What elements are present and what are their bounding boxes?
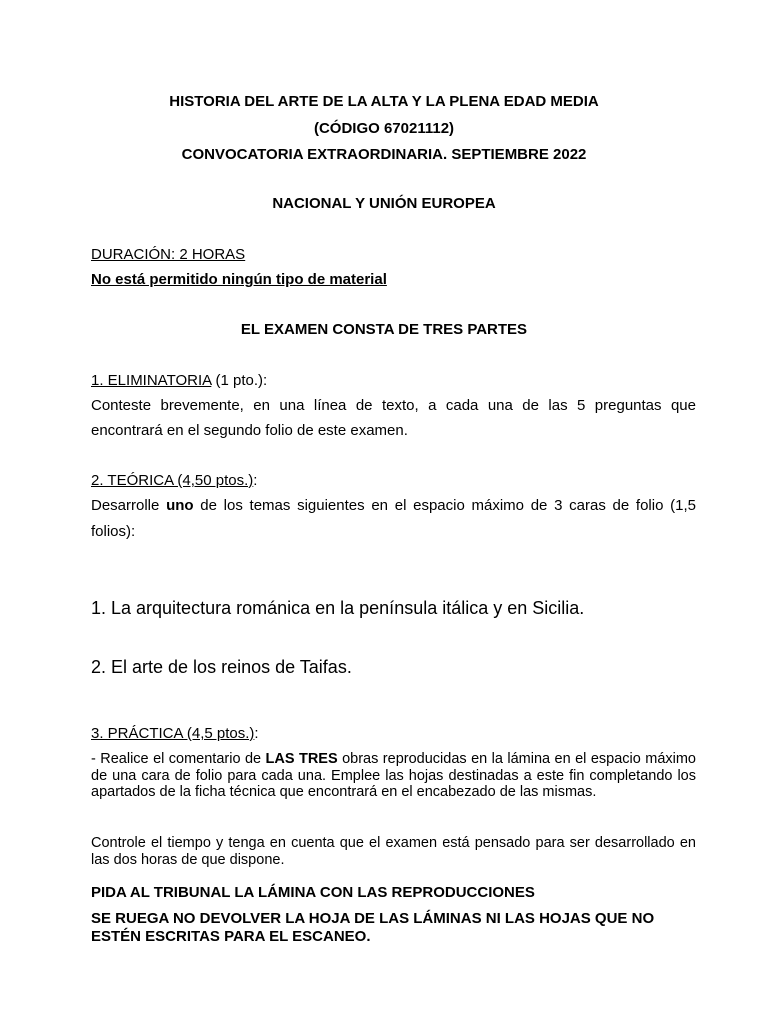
part3-paragraph-1 xyxy=(91,751,696,801)
part1-points: (1 pto.): xyxy=(211,372,268,389)
part3-heading-line xyxy=(91,725,259,743)
part2-text-line2: folios): xyxy=(91,523,136,540)
part3-text-pre: - Realice el comentario de xyxy=(91,751,266,767)
notice-do-not-return: SE RUEGA NO DEVOLVER LA HOJA DE LAS LÁMINAS NI LAS HOJAS QUE NO ESTÉN ESCRITAS PARA EL ESCANEO. xyxy=(91,910,655,945)
exam-session: CONVOCATORIA EXTRAORDINARIA. SEPTIEMBRE 2022 xyxy=(181,146,587,163)
part2-heading-line xyxy=(91,472,257,490)
part3-paragraph-2: Controle el tiempo y tenga en cuenta que el examen está pensado para ser desarrollado en las dos horas de que dispone. xyxy=(91,835,696,868)
part2-colon: : xyxy=(253,472,258,489)
exam-region: NACIONAL Y UNIÓN EUROPEA xyxy=(272,195,496,212)
part2-text-bold: uno xyxy=(166,497,194,514)
part1-heading: 1. ELIMINATORIA xyxy=(91,372,212,389)
course-title: HISTORIA DEL ARTE DE LA ALTA Y LA PLENA EDAD MEDIA xyxy=(169,93,599,110)
part2-text-post: de los temas siguientes en el espacio máximo de 3 caras de folio (1,5 xyxy=(193,497,696,514)
topic-2: 2. El arte de los reinos de Taifas. xyxy=(91,657,352,677)
notice-request-plate: PIDA AL TRIBUNAL LA LÁMINA CON LAS REPRODUCCIONES xyxy=(91,884,535,901)
duration: DURACIÓN: 2 HORAS xyxy=(91,246,246,263)
part2-text-pre: Desarrolle xyxy=(91,497,167,514)
course-code: (CÓDIGO 67021112) xyxy=(313,120,455,137)
part3-colon: : xyxy=(254,725,259,742)
exam-parts-title: EL EXAMEN CONSTA DE TRES PARTES xyxy=(240,321,528,338)
part1-text-line1: Conteste brevemente, en una línea de texto, a cada una de las 5 preguntas que xyxy=(91,397,696,414)
part3-text-post: obras reproducidas en la lámina en el espacio máximo de una cara de folio para cada una. Emplee las hojas destinadas a este fin completando los apartados de la ficha técnica que encontrará en el encabezado de las mismas. xyxy=(91,751,696,800)
part3-text-bold: LAS TRES xyxy=(265,751,338,767)
part3-heading: 3. PRÁCTICA (4,5 ptos.) xyxy=(91,725,255,742)
part2-text-line1 xyxy=(91,497,696,515)
material-rule: No está permitido ningún tipo de material xyxy=(91,271,387,288)
part1-heading-line xyxy=(91,372,267,390)
part2-heading: 2. TEÓRICA (4,50 ptos.) xyxy=(91,472,254,489)
part1-text-line2: encontrará en el segundo folio de este examen. xyxy=(91,422,408,439)
topic-1: 1. La arquitectura románica en la península itálica y en Sicilia. xyxy=(91,598,585,618)
